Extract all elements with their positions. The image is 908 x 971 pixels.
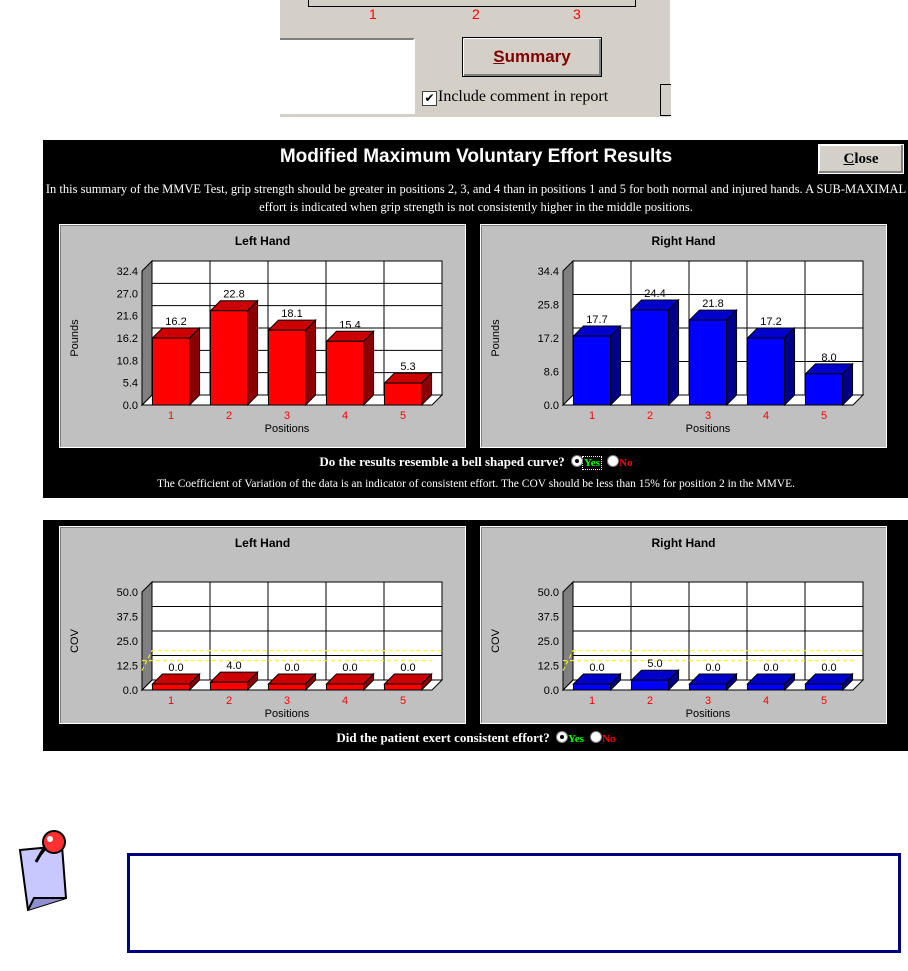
chart2-ylabel: COV bbox=[69, 629, 81, 653]
chart3-ytick: 37.5 bbox=[537, 611, 559, 624]
bell-yes-radio[interactable] bbox=[571, 455, 583, 467]
chart2-bar bbox=[152, 684, 189, 690]
close-button[interactable] bbox=[818, 144, 904, 174]
chart2-data-label: 0.0 bbox=[342, 662, 358, 674]
chart3-xtick: 2 bbox=[646, 695, 654, 707]
left-hand-pounds-svg bbox=[60, 225, 465, 447]
chart1-ytick: 0.0 bbox=[543, 400, 559, 412]
chart3-data-label: 0.0 bbox=[589, 662, 605, 674]
chart0-ytick: 10.8 bbox=[116, 355, 138, 368]
chart3-xlabel: Positions bbox=[685, 708, 731, 720]
chart1-bar-side bbox=[785, 328, 795, 405]
chart0-bar bbox=[210, 311, 247, 405]
chart0-data-label: 22.8 bbox=[223, 288, 245, 301]
chart0-ytick: 5.4 bbox=[122, 377, 138, 390]
chart1-data-label: 8.0 bbox=[821, 351, 837, 364]
bell-yes-label[interactable]: Yes bbox=[584, 457, 600, 469]
chart1-xtick: 4 bbox=[762, 410, 770, 422]
chart2-xtick: 5 bbox=[399, 695, 407, 707]
chart0-ytick: 32.4 bbox=[116, 266, 138, 278]
results-description: In this summary of the MMVE Test, grip strength should be greater in positions 2, 3, and 4 than in positions 1 and 5 for both normal and injured hands. A SUB-MAXIMAL effort is indicated when grip strength is not consistently higher in the middle positions. bbox=[45, 182, 907, 214]
chart0-ytick: 0.0 bbox=[122, 400, 138, 412]
chart3-side-wall bbox=[563, 582, 573, 690]
cov-results-panel bbox=[43, 520, 908, 751]
consistent-yes-radio[interactable] bbox=[556, 731, 568, 743]
chart1-bar bbox=[573, 336, 610, 405]
chart1-data-label: 17.7 bbox=[586, 314, 608, 327]
chart2-data-label: 0.0 bbox=[284, 662, 300, 674]
chart0-bar bbox=[268, 330, 305, 405]
consistent-yes-label[interactable]: Yes bbox=[568, 733, 584, 745]
chart1-xtick: 2 bbox=[646, 410, 654, 422]
include-comment-checkbox[interactable]: ✔ bbox=[422, 91, 437, 106]
chart2-bar bbox=[268, 684, 305, 690]
comment-textarea[interactable] bbox=[280, 38, 415, 114]
position-label-3: 3 bbox=[573, 6, 581, 22]
chart3-bar bbox=[631, 680, 668, 690]
chart1-data-label: 21.8 bbox=[702, 298, 724, 311]
chart0-xtick: 2 bbox=[225, 410, 233, 422]
chart3-ytick: 0.0 bbox=[543, 685, 559, 697]
partial-button[interactable] bbox=[660, 84, 671, 116]
bell-curve-question: Do the results resemble a bell shaped curve? bbox=[319, 454, 565, 469]
chart2-title: Left Hand bbox=[234, 536, 291, 550]
chart0-data-label: 18.1 bbox=[281, 308, 303, 321]
chart2-xlabel: Positions bbox=[264, 708, 310, 720]
chart1-ytick: 8.6 bbox=[543, 366, 559, 379]
chart1-data-label: 24.4 bbox=[644, 287, 666, 300]
chart3-data-label: 0.0 bbox=[705, 662, 721, 674]
chart3-data-label: 0.0 bbox=[821, 662, 837, 674]
chart2-data-label: 4.0 bbox=[226, 660, 242, 673]
chart3-data-label: 5.0 bbox=[647, 658, 663, 671]
chart1-bar bbox=[689, 320, 726, 405]
chart0-xtick: 1 bbox=[167, 410, 175, 422]
right-hand-pounds-chart bbox=[480, 224, 887, 448]
chart0-title: Left Hand bbox=[234, 234, 291, 248]
chart1-bar-side bbox=[611, 326, 621, 405]
chart2-ytick: 37.5 bbox=[116, 611, 138, 624]
chart0-xtick: 3 bbox=[283, 410, 291, 422]
right-hand-cov-chart bbox=[480, 526, 887, 724]
summary-button[interactable] bbox=[462, 37, 602, 77]
chart2-xtick: 2 bbox=[225, 695, 233, 707]
chart0-data-label: 16.2 bbox=[165, 316, 187, 328]
chart2-xtick: 3 bbox=[283, 695, 291, 707]
close-hotkey: C bbox=[843, 151, 855, 167]
bell-no-radio[interactable] bbox=[607, 455, 619, 467]
chart0-bar-side bbox=[364, 331, 374, 405]
consistency-question-row bbox=[43, 730, 908, 746]
chart0-bar bbox=[152, 338, 189, 405]
chart0-bar bbox=[384, 383, 421, 405]
chart3-bar bbox=[747, 684, 784, 690]
results-title: Modified Maximum Voluntary Effort Results bbox=[279, 146, 673, 167]
chart0-bar-side bbox=[248, 301, 258, 405]
summary-button-label: ummary bbox=[504, 47, 571, 66]
chart0-ytick: 27.0 bbox=[116, 288, 138, 301]
chart2-xtick: 1 bbox=[167, 695, 175, 707]
note-box bbox=[127, 853, 901, 953]
chart2-side-wall bbox=[142, 582, 152, 690]
chart1-bar-side bbox=[727, 310, 737, 405]
summary-hotkey: S bbox=[493, 47, 505, 66]
right-hand-pounds-svg bbox=[481, 225, 886, 447]
close-button-label: lose bbox=[854, 151, 879, 167]
bell-curve-question-row bbox=[43, 454, 908, 470]
chart1-data-label: 17.2 bbox=[760, 316, 782, 328]
chart2-data-label: 0.0 bbox=[168, 662, 184, 674]
chart0-ytick: 16.2 bbox=[116, 333, 138, 345]
notepad-pin-icon bbox=[14, 828, 78, 914]
chart0-xlabel: Positions bbox=[264, 423, 310, 435]
consistency-question: Did the patient exert consistent effort? bbox=[336, 730, 550, 745]
bell-no-label[interactable]: No bbox=[619, 457, 633, 469]
chart3-xtick: 4 bbox=[762, 695, 770, 707]
chart0-side-wall bbox=[142, 261, 152, 405]
chart1-xtick: 5 bbox=[820, 410, 828, 422]
chart1-side-wall bbox=[563, 261, 573, 405]
summary-snippet bbox=[280, 0, 670, 117]
chart2-bar bbox=[210, 682, 247, 690]
position-label-2: 2 bbox=[472, 6, 480, 22]
chart1-title: Right Hand bbox=[651, 234, 716, 248]
include-comment-label: Include comment in report bbox=[438, 88, 609, 105]
chart0-ytick: 21.6 bbox=[116, 310, 138, 323]
chart1-xtick: 3 bbox=[704, 410, 712, 422]
left-hand-cov-svg bbox=[60, 527, 465, 723]
chart2-xtick: 4 bbox=[341, 695, 349, 707]
chart3-ylabel: COV bbox=[490, 629, 502, 653]
right-hand-cov-svg bbox=[481, 527, 886, 723]
chart3-ytick: 12.5 bbox=[537, 660, 559, 673]
chart0-bar-side bbox=[306, 320, 316, 405]
cov-note: The Coefficient of Variation of the data is an indicator of consistent effort. The COV should be less than 15% for position 2 in the MMVE. bbox=[156, 478, 796, 490]
chart3-data-label: 0.0 bbox=[763, 662, 779, 674]
chart0-data-label: 5.3 bbox=[400, 361, 416, 374]
chart2-ytick: 50.0 bbox=[116, 587, 138, 599]
chart1-bar bbox=[631, 310, 668, 405]
chart1-ylabel: Pounds bbox=[490, 319, 502, 357]
chart3-ytick: 50.0 bbox=[537, 587, 559, 599]
left-hand-cov-chart bbox=[59, 526, 466, 724]
chart2-ytick: 25.0 bbox=[116, 636, 138, 648]
left-hand-pounds-chart bbox=[59, 224, 466, 448]
chart1-xlabel: Positions bbox=[685, 423, 731, 435]
chart2-data-label: 0.0 bbox=[400, 662, 416, 674]
chart0-data-label: 15.4 bbox=[339, 319, 361, 332]
chart1-ytick: 17.2 bbox=[537, 333, 559, 345]
position-label-1: 1 bbox=[369, 6, 377, 22]
chart0-bar bbox=[326, 341, 363, 405]
chart3-ytick: 25.0 bbox=[537, 636, 559, 648]
mmve-results-panel bbox=[43, 140, 908, 498]
chart3-xtick: 5 bbox=[820, 695, 828, 707]
chart1-bar bbox=[747, 338, 784, 405]
chart1-bar-side bbox=[669, 300, 679, 405]
chart2-bar bbox=[326, 684, 363, 690]
chart3-title: Right Hand bbox=[651, 536, 716, 550]
chart0-xtick: 4 bbox=[341, 410, 349, 422]
chart2-ytick: 12.5 bbox=[116, 660, 138, 673]
chart3-bar bbox=[689, 684, 726, 690]
consistent-no-radio[interactable] bbox=[590, 731, 602, 743]
consistent-no-label[interactable]: No bbox=[602, 733, 616, 745]
chart3-bar bbox=[573, 684, 610, 690]
chart0-ylabel: Pounds bbox=[69, 319, 81, 357]
chart2-ytick: 0.0 bbox=[122, 685, 138, 697]
chart1-ytick: 34.4 bbox=[537, 266, 559, 278]
chart3-xtick: 3 bbox=[704, 695, 712, 707]
chart3-bar bbox=[805, 684, 842, 690]
chart3-xtick: 1 bbox=[588, 695, 596, 707]
chart0-xtick: 5 bbox=[399, 410, 407, 422]
chart0-bar-side bbox=[190, 328, 200, 405]
chart1-xtick: 1 bbox=[588, 410, 596, 422]
chart2-bar bbox=[384, 684, 421, 690]
chart1-ytick: 25.8 bbox=[537, 299, 559, 312]
chart1-bar bbox=[805, 374, 842, 405]
